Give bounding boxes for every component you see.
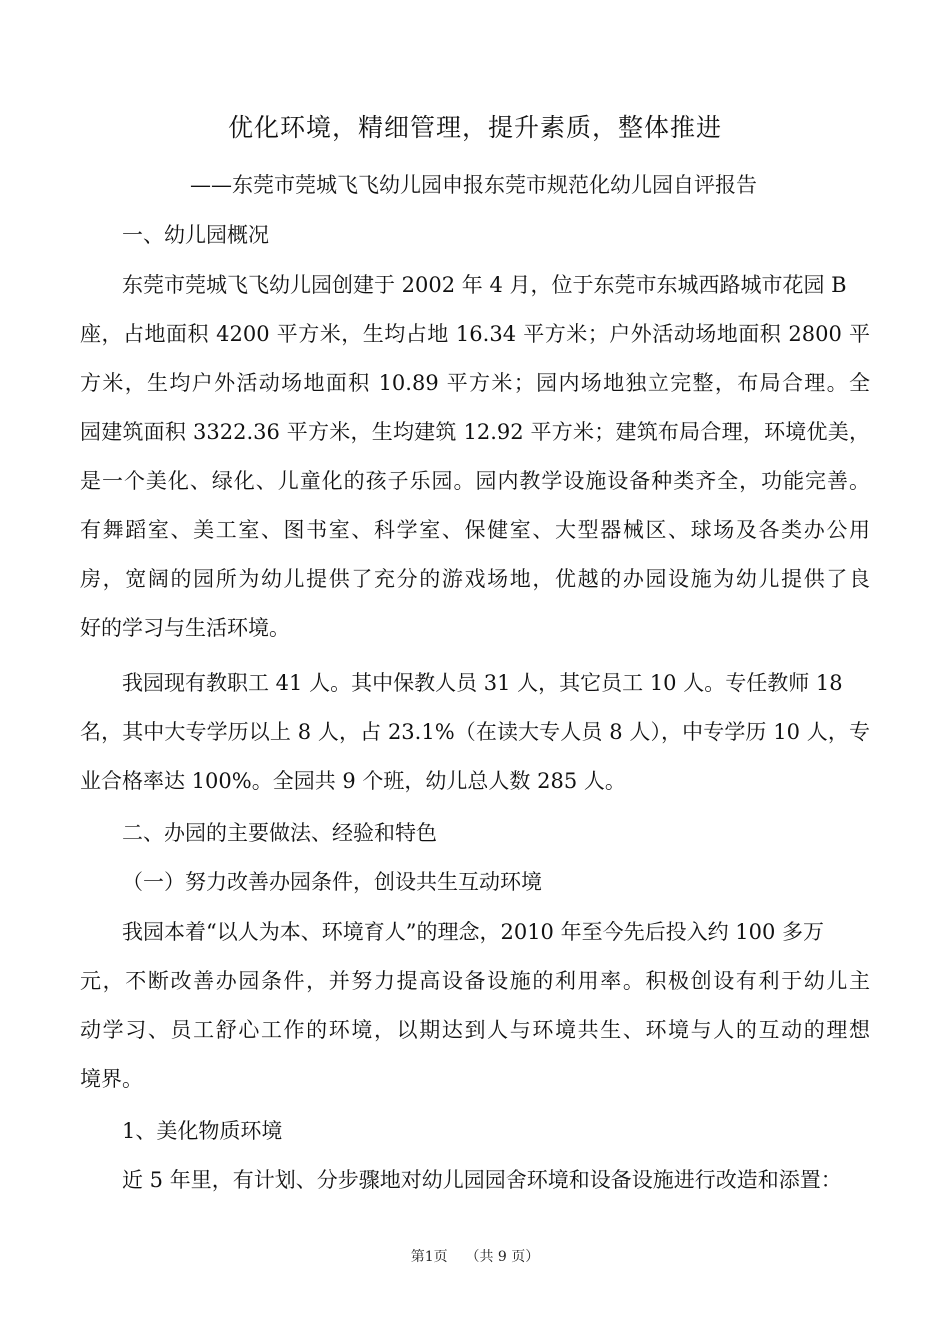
paragraph-line: 我园本着“以人为本、环境育人”的理念，2010 年至今先后投入约 100 多万 [122, 920, 825, 944]
paragraph-line: 元，不断改善办园条件，并努力提高设备设施的利用率。积极创设有利于幼儿主 [80, 969, 870, 993]
paragraph-line: 动学习、员工舒心工作的环境，以期达到人与环境共生、环境与人的互动的理想 [80, 1018, 870, 1042]
document-subtitle: ——东莞市莞城飞飞幼儿园申报东莞市规范化幼儿园自评报告 [190, 173, 757, 197]
paragraph-line: 园建筑面积 3322.36 平方米，生均建筑 12.92 平方米；建筑布局合理，环境优美， [80, 420, 870, 444]
item-heading: 1、美化物质环境 [122, 1119, 283, 1143]
paragraph-line: 有舞蹈室、美工室、图书室、科学室、保健室、大型器械区、球场及各类办公用 [80, 518, 870, 542]
paragraph-line: 房，宽阔的园所为幼儿提供了充分的游戏场地，优越的办园设施为幼儿提供了良 [80, 567, 870, 591]
document-title: 优化环境，精细管理，提升素质，整体推进 [227, 113, 722, 142]
paragraph-line: 好的学习与生活环境。 [80, 616, 290, 640]
paragraph-line: 是一个美化、绿化、儿童化的孩子乐园。园内教学设施设备种类齐全，功能完善。 [80, 469, 870, 493]
paragraph-line: 我园现有教职工 41 人。其中保教人员 31 人，其它员工 10 人。专任教师 18 [122, 671, 843, 695]
paragraph-line: 业合格率达 100%。全园共 9 个班，幼儿总人数 285 人。 [80, 769, 626, 793]
paragraph-line: 方米，生均户外活动场地面积 10.89 平方米；园内场地独立完整，布局合理。全 [80, 371, 870, 395]
paragraph-line: 名，其中大专学历以上 8 人，占 23.1%（在读大专人员 8 人），中专学历 10 人，专 [80, 720, 870, 744]
section-heading: 一、幼儿园概况 [122, 223, 269, 247]
section-heading: 二、办园的主要做法、经验和特色 [122, 821, 437, 845]
paragraph-line: 境界。 [80, 1067, 143, 1091]
paragraph-line: 座，占地面积 4200 平方米，生均占地 16.34 平方米；户外活动场地面积 2800 平 [80, 322, 870, 346]
paragraph-line: 近 5 年里，有计划、分步骤地对幼儿园园舍环境和设备设施进行改造和添置： [122, 1168, 842, 1192]
subsection-heading: （一）努力改善办园条件，创设共生互动环境 [122, 870, 542, 894]
page-footer: 第1页 （共 9 页） [410, 1249, 540, 1265]
paragraph-line: 东莞市莞城飞飞幼儿园创建于 2002 年 4 月，位于东莞市东城西路城市花园 B [122, 273, 847, 297]
